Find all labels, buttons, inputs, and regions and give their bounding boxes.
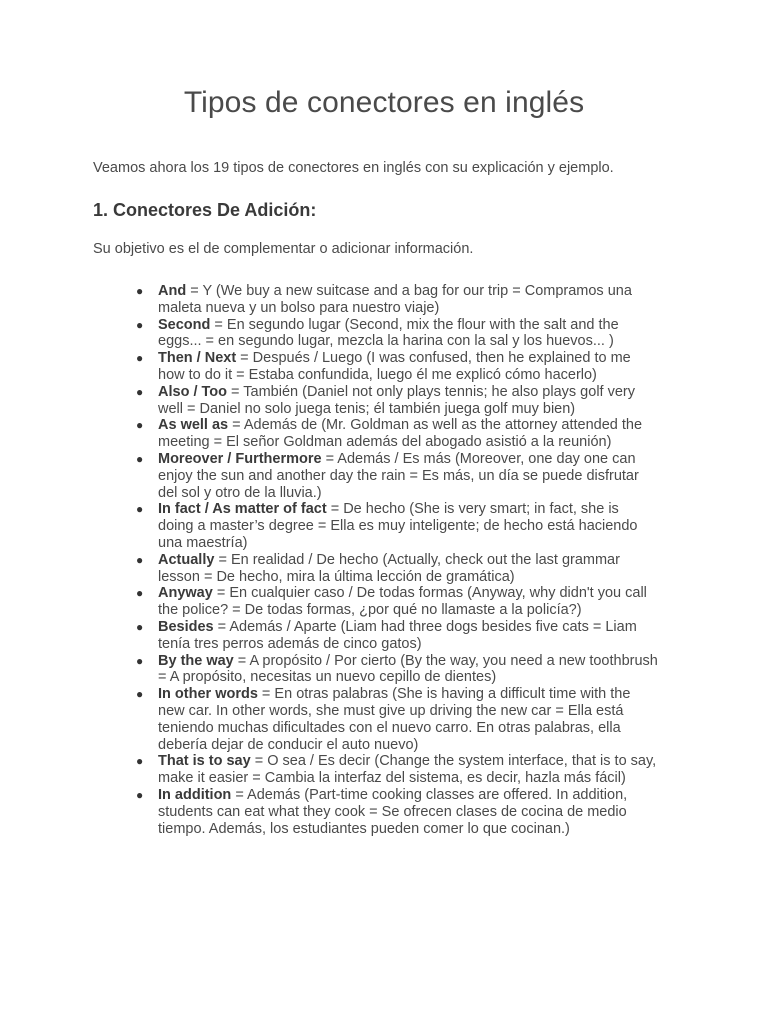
connector-term: Moreover / Furthermore <box>158 450 322 467</box>
connector-description: = De hecho (She is very smart; in fact, she is doing a master’s degree = Ella es muy inteligente; de hecho está haciendo una maestría) <box>158 501 638 551</box>
connector-term: Also / Too <box>158 383 228 400</box>
list-item <box>136 450 658 501</box>
connector-description: = En cualquier caso / De todas formas (Anyway, why didn't you call the police? = De todas formas, ¿por qué no llamaste a la policía?) <box>158 585 647 619</box>
list-item <box>136 417 658 451</box>
list-item <box>136 618 658 653</box>
connector-term: In fact / As matter of fact <box>158 501 327 518</box>
connector-description: = Y (We buy a new suitcase and a bag for our trip = Compramos una maleta nueva y un bolso para nuestro viaje) <box>158 283 632 316</box>
list-item <box>136 585 658 619</box>
connector-term: In other words <box>158 686 258 703</box>
connector-list <box>136 283 658 837</box>
section-heading: 1. Conectores De Adición: <box>93 200 317 220</box>
bullet-icon: ● <box>136 787 144 802</box>
bullet-icon: ● <box>136 384 144 399</box>
list-item <box>136 686 658 753</box>
connector-description: = En otras palabras (She is having a difficult time with the new car. In other words, she must give up driving the new car = Ella está teniendo muchas dificultades con el nuevo carro. En otras palabras, ella debería dejar de conducir el auto nuevo) <box>158 686 631 753</box>
connector-term: And <box>158 283 187 299</box>
list-item <box>136 551 658 586</box>
list-item <box>136 383 658 418</box>
bullet-icon: ● <box>136 351 144 366</box>
list-item <box>136 350 658 384</box>
list-item <box>136 753 658 787</box>
connector-description: = Además (Part-time cooking classes are offered. In addition, students can eat what they cook = Se ofrecen clases de cocina de medio tiempo. Además, los estudiantes pueden comer lo que cocinan.) <box>158 786 628 837</box>
section-objective: Su objetivo es el de complementar o adicionar información. <box>93 241 474 257</box>
bullet-icon: ● <box>136 619 144 634</box>
list-item <box>136 786 658 837</box>
bullet-icon: ● <box>136 502 144 517</box>
connector-description: = Además / Aparte (Liam had three dogs besides five cats = Liam tenía tres perros además de cinco gatos) <box>158 618 637 652</box>
connector-description: = En segundo lugar (Second, mix the flour with the salt and the eggs... = en segundo lugar, mezcla la harina con la sal y los huevos... ) <box>158 316 619 350</box>
connector-term: In addition <box>158 786 232 803</box>
connector-term: Besides <box>158 618 214 635</box>
bullet-icon: ● <box>136 284 144 298</box>
connector-term: Second <box>158 316 211 333</box>
document-title: Tipos de conectores en inglés <box>183 86 585 119</box>
bullet-icon: ● <box>136 653 144 668</box>
connector-term: Actually <box>158 551 215 568</box>
list-item <box>136 501 658 551</box>
list-item <box>136 283 658 317</box>
list-item <box>136 652 658 687</box>
bullet-icon: ● <box>136 451 144 466</box>
connector-term: Then / Next <box>158 350 237 367</box>
list-item <box>136 316 658 351</box>
connector-description: = Además / Es más (Moreover, one day one can enjoy the sun and another day the rain = Es más, un día se puede disfrutar del sol y otro de la lluvia.) <box>158 450 639 501</box>
connector-description: = En realidad / De hecho (Actually, check out the last grammar lesson = De hecho, mira la última lección de gramática) <box>158 551 620 585</box>
connector-description: = Además de (Mr. Goldman as well as the attorney attended the meeting = El señor Goldman además del abogado asistió a la reunión) <box>158 417 643 451</box>
connector-term: By the way <box>158 652 234 669</box>
connector-description: = También (Daniel not only plays tennis; he also plays golf very well = Daniel no solo juega tenis; él también juega golf muy bien) <box>158 383 635 417</box>
intro-paragraph: Veamos ahora los 19 tipos de conectores en inglés con su explicación y ejemplo. <box>93 160 614 176</box>
bullet-icon: ● <box>136 754 144 769</box>
connector-description: = O sea / Es decir (Change the system interface, that is to say, make it easier = Cambia la interfaz del sistema, es decir, hazla más fácil) <box>158 753 657 787</box>
connector-description: = Después / Luego (I was confused, then he explained to me how to do it = Estaba confundida, luego él me explicó cómo hacerlo) <box>158 350 631 383</box>
connector-term: That is to say <box>158 753 251 770</box>
bullet-icon: ● <box>136 586 144 601</box>
bullet-icon: ● <box>136 418 144 433</box>
bullet-icon: ● <box>136 552 144 567</box>
bullet-icon: ● <box>136 317 144 332</box>
connector-description: = A propósito / Por cierto (By the way, you need a new toothbrush = A propósito, necesitas un nuevo cepillo de dientes) <box>158 652 658 686</box>
connector-term: Anyway <box>158 585 213 602</box>
connector-term: As well as <box>158 417 229 434</box>
bullet-icon: ● <box>136 687 144 702</box>
